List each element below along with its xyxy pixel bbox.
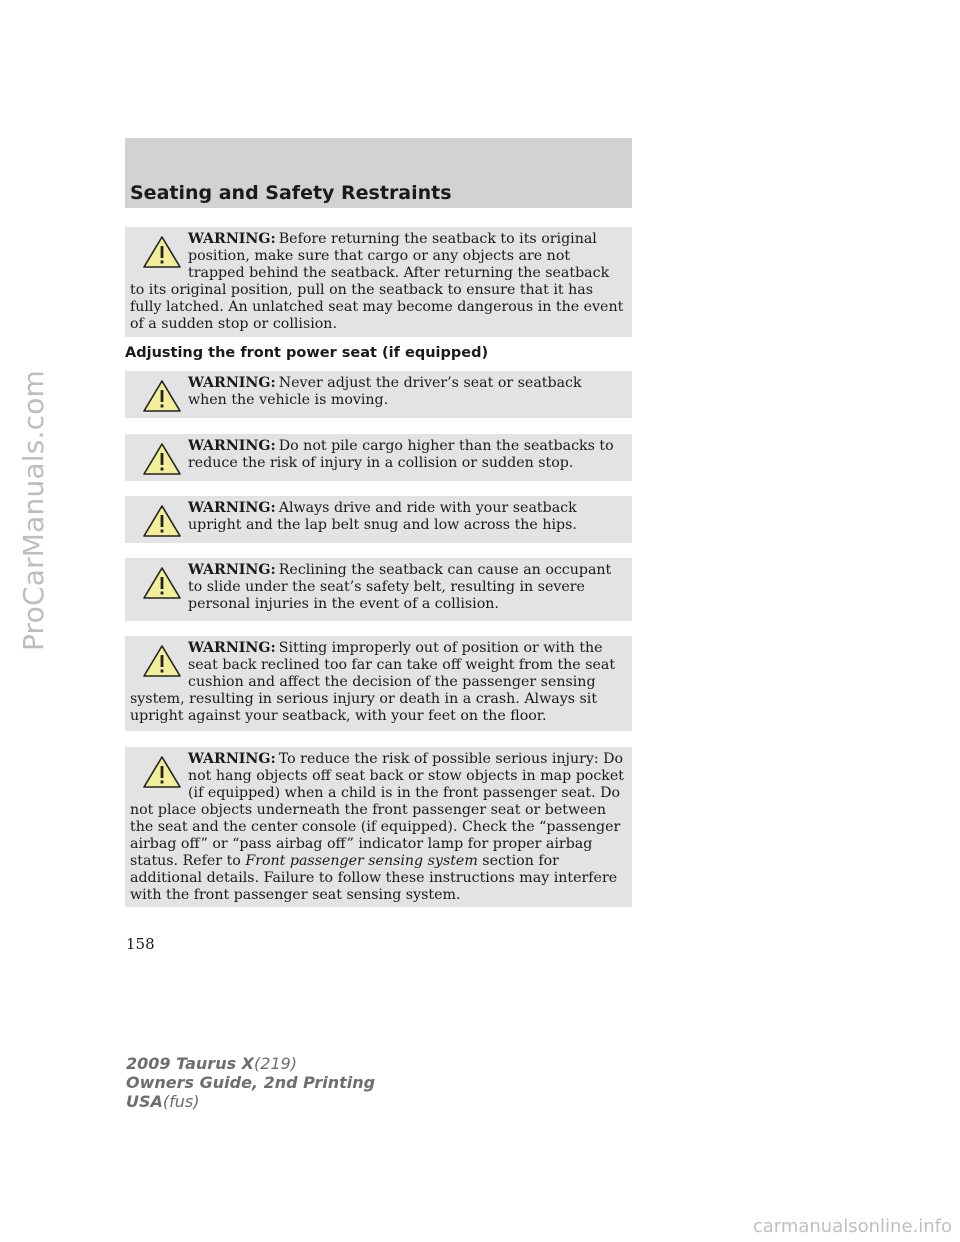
footer-region: USA xyxy=(126,1092,163,1111)
warning-box xyxy=(125,747,632,907)
footer-printing: Owners Guide, 2nd Printing xyxy=(126,1073,376,1092)
side-watermark-text: ProCarManuals.com xyxy=(17,369,51,651)
warning-box xyxy=(125,636,632,731)
warning-label: WARNING: xyxy=(188,640,276,656)
cross-reference: Front passenger sensing system xyxy=(245,853,478,869)
warning-box xyxy=(125,371,632,418)
section-header xyxy=(125,138,632,208)
warning-text-tail: section for additional details. Failure to follow these instructions may interfere with the front passenger seat sensing system. xyxy=(130,853,618,903)
warning-triangle-icon xyxy=(142,566,182,600)
warning-triangle-icon xyxy=(142,442,182,476)
subheading: Adjusting the front power seat (if equipped) xyxy=(125,345,489,361)
footer-model: 2009 Taurus X xyxy=(126,1054,255,1073)
footer-line-3 xyxy=(126,1092,375,1111)
warning-triangle-icon xyxy=(142,755,182,789)
warning-label: WARNING: xyxy=(188,562,276,578)
warning-label: WARNING: xyxy=(188,500,276,516)
warning-triangle-icon xyxy=(142,504,182,538)
warning-box xyxy=(125,227,632,337)
warning-triangle-icon xyxy=(142,644,182,678)
warning-text: Always drive and ride with your seatback upright and the lap belt snug and low across the hips. xyxy=(188,500,577,533)
warning-triangle-icon xyxy=(142,379,182,413)
section-title: Seating and Safety Restraints xyxy=(130,182,452,204)
warning-box xyxy=(125,558,632,621)
warning-box xyxy=(125,434,632,481)
page-number: 158 xyxy=(126,935,155,953)
side-watermark xyxy=(4,160,64,860)
warning-text: Sitting improperly out of position or with the seat back reclined too far can take off weight from the seat cushion and affect the decision of the passenger sensing system, resulting in serious injury or death in a crash. Always sit upright against your seatback, with your feet on the floor. xyxy=(130,640,616,724)
warning-box xyxy=(125,496,632,543)
warning-triangle-icon xyxy=(142,235,182,269)
warning-label: WARNING: xyxy=(188,751,276,767)
warning-text: Do not pile cargo higher than the seatbacks to reduce the risk of injury in a collision or sudden stop. xyxy=(188,438,614,471)
warning-text: Reclining the seatback can cause an occupant to slide under the seat’s safety belt, resulting in severe personal injuries in the event of a collision. xyxy=(188,562,612,612)
warning-text: To reduce the risk of possible serious injury: Do not hang objects off seat back or stow objects in map pocket (if equipped) when a child is in the front passenger seat. Do not place objects underneath the front passenger seat or between the seat and the center console (if equipped). Check the “passenger airbag off” or “pass airbag off” indicator lamp for proper airbag status. Refer to xyxy=(130,751,624,869)
warning-label: WARNING: xyxy=(188,375,276,391)
bottom-watermark: carmanualsonline.info xyxy=(752,1216,952,1237)
footer-line-2 xyxy=(126,1073,375,1092)
footer xyxy=(126,1054,375,1111)
footer-region-code: (fus) xyxy=(162,1092,200,1111)
warning-label: WARNING: xyxy=(188,438,276,454)
warning-text: Never adjust the driver’s seat or seatback when the vehicle is moving. xyxy=(188,375,582,408)
footer-line-1 xyxy=(126,1054,375,1073)
warning-label: WARNING: xyxy=(188,231,276,247)
footer-code: (219) xyxy=(254,1054,298,1073)
warning-text: Before returning the seatback to its original position, make sure that cargo or any objects are not trapped behind the seatback. After returning the seatback to its original position, pull on the seatback to ensure that it has fully latched. An unlatched seat may become dangerous in the event of a sudden stop or collision. xyxy=(130,231,624,332)
